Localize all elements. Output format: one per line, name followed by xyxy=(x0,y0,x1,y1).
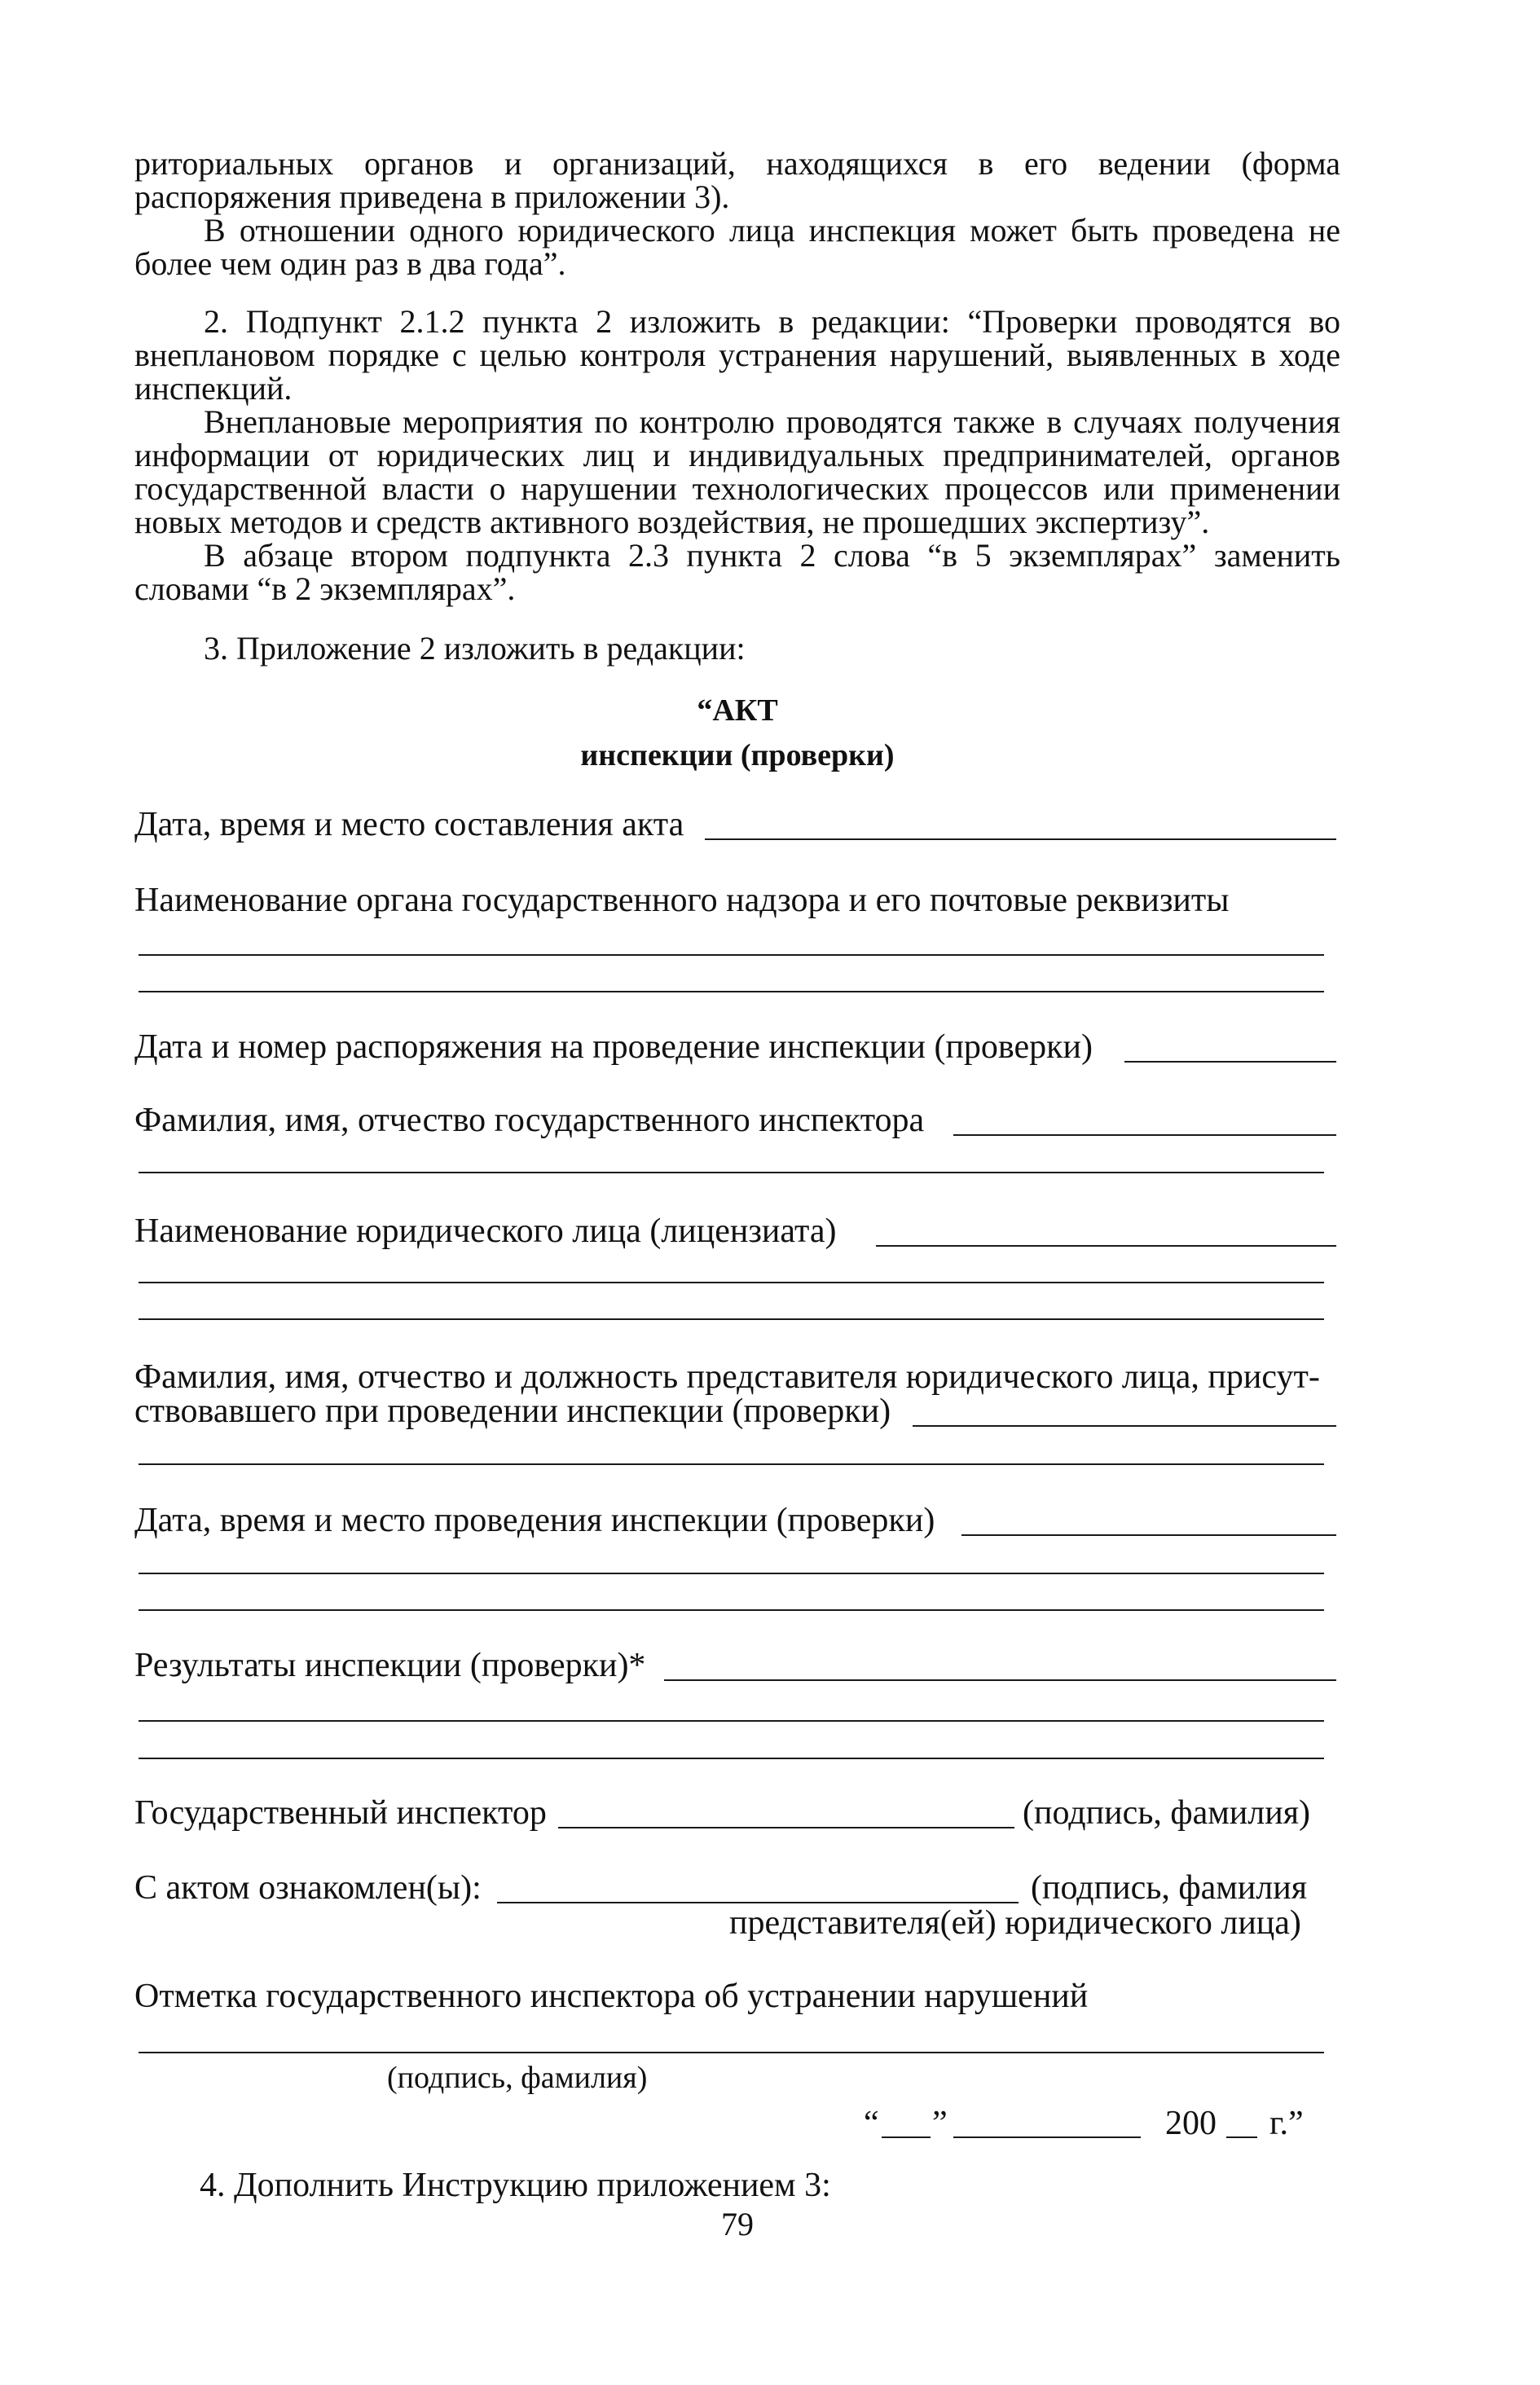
paragraph-item-2: 2. Подпункт 2.1.2 пункта 2 изложить в редакции: “Проверки проводятся во внеплановом порядке с целью контроля устранения нарушений, выявленных в ходе инспекций. xyxy=(134,303,1340,407)
date-month-blank xyxy=(953,2136,1141,2138)
page-number: 79 xyxy=(721,2206,754,2242)
paragraph-continuation: риториальных органов и организаций, находящихся в его ведении (форма распоряжения приведена в приложении 3). xyxy=(134,145,1340,215)
field-label-date-place: Дата, время и место составления акта xyxy=(134,806,684,843)
blank-line xyxy=(139,1573,1324,1574)
blank-line xyxy=(139,1758,1324,1759)
blank-line xyxy=(705,838,1336,840)
paragraph-unplanned-measures: Внеплановые мероприятия по контролю проводятся также в случаях получения информации от юридических лиц и индивидуальных предпринимателей, органов государственной власти о нарушении технологических процессов или применении новых методов и средств активного воздействия, не прошедших экспертизу”. xyxy=(134,403,1340,540)
date-quote-close: ” xyxy=(932,2105,948,2142)
field-label-order: Дата и номер распоряжения на проведение инспекции (проверки) xyxy=(134,1028,1093,1066)
blank-line xyxy=(139,1609,1324,1611)
field-label-remedy-mark: Отметка государственного инспектора об устранении нарушений xyxy=(134,1978,1089,2015)
blank-line xyxy=(139,2052,1324,2053)
blank-line xyxy=(558,1827,1014,1828)
acquainted-hint-line2: представителя(ей) юридического лица) xyxy=(729,1904,1301,1942)
blank-line xyxy=(139,991,1324,992)
paragraph-inspection-frequency: В отношении одного юридического лица инспекция может быть проведена не более чем один раз в два года”. xyxy=(134,212,1340,282)
blank-line xyxy=(139,1720,1324,1722)
blank-line xyxy=(139,1463,1324,1465)
intro-text xyxy=(134,147,1340,665)
field-label-legal-entity: Наименование юридического лица (лицензиата) xyxy=(134,1212,837,1250)
blank-line xyxy=(953,1134,1336,1136)
blank-line xyxy=(139,1318,1324,1320)
date-year-blank xyxy=(1226,2136,1257,2138)
field-label-inspection-date: Дата, время и место проведения инспекции (проверки) xyxy=(134,1502,935,1539)
field-label-inspector: Государственный инспектор xyxy=(134,1794,547,1832)
paragraph-item-3: 3. Приложение 2 изложить в редакции: xyxy=(204,630,746,667)
act-subtitle: инспекции (проверки) xyxy=(580,738,895,772)
paragraph-item-4: 4. Дополнить Инструкцию приложением 3: xyxy=(200,2167,831,2204)
date-quote-open: “ xyxy=(864,2105,879,2142)
date-year-suffix: г.” xyxy=(1269,2105,1304,2142)
blank-line xyxy=(139,1282,1324,1283)
field-label-results: Результаты инспекции (проверки)* xyxy=(134,1647,646,1684)
blank-line xyxy=(913,1425,1336,1427)
blank-line xyxy=(1124,1061,1336,1063)
blank-line xyxy=(139,1172,1324,1173)
field-label-inspector-name: Фамилия, имя, отчество государственного инспектора xyxy=(134,1102,925,1139)
blank-line xyxy=(961,1534,1336,1536)
acquainted-hint-line1: (подпись, фамилия xyxy=(1031,1869,1308,1907)
field-label-authority: Наименование органа государственного надзора и его почтовые реквизиты xyxy=(134,882,1230,919)
blank-line xyxy=(139,954,1324,956)
act-title: “АКТ xyxy=(697,693,778,728)
blank-line xyxy=(664,1679,1336,1681)
remedy-hint: (подпись, фамилия) xyxy=(387,2061,648,2095)
date-day-blank xyxy=(882,2136,931,2138)
field-label-representative-line1: Фамилия, имя, отчество и должность представителя юридического лица, присут- xyxy=(134,1358,1320,1396)
paragraph-copies: В абзаце втором подпункта 2.3 пункта 2 слова “в 5 экземплярах” заменить словами “в 2 экземплярах”. xyxy=(134,537,1340,607)
date-year: 200 xyxy=(1165,2105,1217,2142)
blank-line xyxy=(876,1245,1336,1247)
field-label-acquainted: С актом ознакомлен(ы): xyxy=(134,1869,482,1907)
signature-hint: (подпись, фамилия) xyxy=(1023,1794,1311,1832)
field-label-representative-line2: ствовавшего при проведении инспекции (проверки) xyxy=(134,1393,891,1430)
